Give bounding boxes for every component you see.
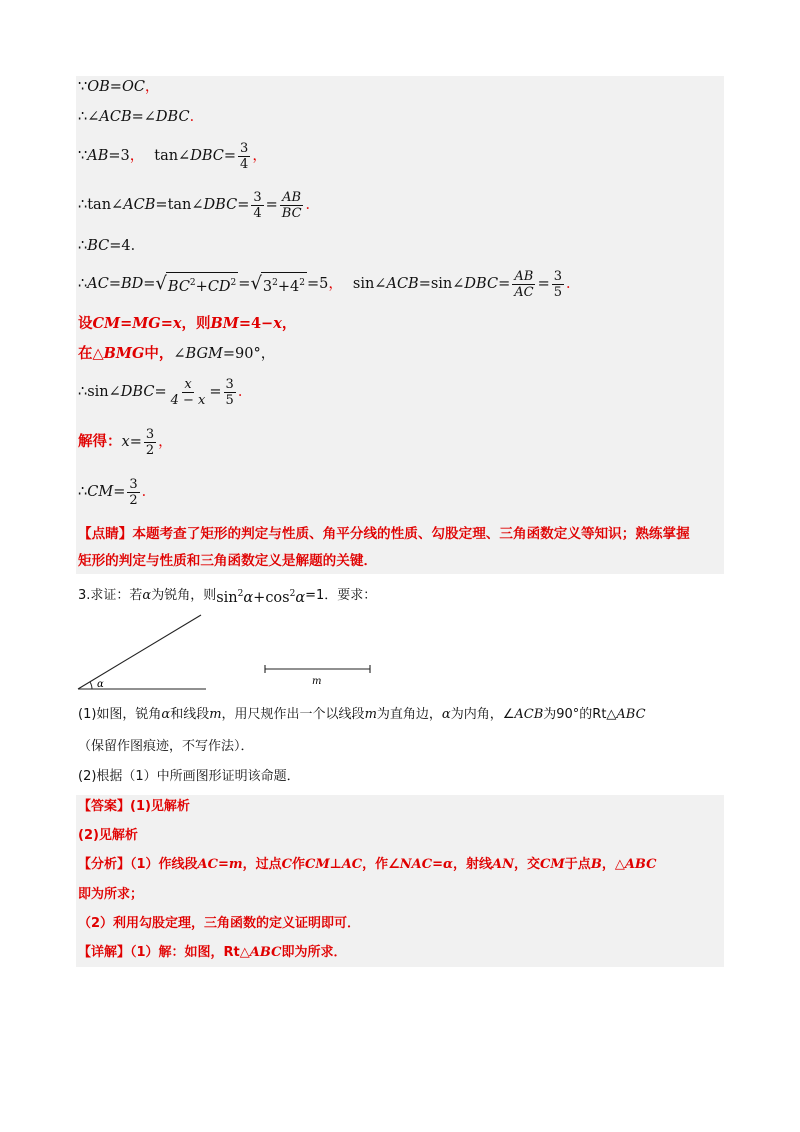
angle-label-alpha: α bbox=[97, 679, 104, 690]
detail-1: 【详解】（1）解：如图，Rt△ ABC 即为所求． bbox=[78, 945, 347, 960]
comment-paragraph-2: 矩形的判定与性质和三角函数定义是解题的关键． bbox=[78, 553, 378, 569]
line-triangle-bmg: 在△ BMG 中， ∠ BGM =90°， bbox=[78, 345, 276, 362]
fraction: $\frac{AB}{BC}$ bbox=[281, 189, 302, 221]
line-bc-4: ∴ BC =4． bbox=[78, 238, 146, 254]
answer-2: (2)见解析 bbox=[78, 828, 138, 843]
segment-label-m: m bbox=[312, 676, 322, 687]
line-set-cm: 设 CM = MG = x ，则 BM =4− x ， bbox=[78, 315, 297, 332]
line-cm-result: ∴ CM = $\frac{3}{2}$ ． bbox=[78, 476, 157, 508]
fraction: $\frac{3}{5}$ bbox=[225, 376, 234, 408]
question-2: (2)根据（1）中所画图形证明该命题． bbox=[78, 769, 300, 784]
fraction: $\frac{3}{4}$ bbox=[240, 140, 249, 172]
fraction: $\frac{3}{2}$ bbox=[129, 476, 138, 508]
sqrt-expression: √ $3^2+4^2$ bbox=[250, 272, 306, 295]
line-tan-equal: ∴tan∠ ACB =tan∠ DBC = $\frac{3}{4}$ = $\frac{AB}{BC}$ ． bbox=[78, 189, 321, 221]
analysis-1: 【分析】（1）作线段 AC = m ，过点 C 作 CM ⊥ AC ，作∠ NAC = α ，射线 AN ，交 CM 于点 B ，△ ABC bbox=[78, 857, 657, 872]
line-ob-oc: ∵ OB = OC ， bbox=[78, 79, 160, 95]
comment-paragraph-1: 【点睛】本题考查了矩形的判定与性质、角平分线的性质、勾股定理、三角函数定义等知识；熟练掌握 bbox=[78, 526, 690, 542]
answer-1: 【答案】(1)见解析 bbox=[78, 799, 190, 814]
problem-figure bbox=[70, 610, 390, 695]
problem-statement: 3.求证：若 α 为锐角，则 $\sin^2\alpha+\cos^2\alpha$ =1．要求： bbox=[78, 587, 377, 606]
angle-arc bbox=[90, 682, 92, 689]
fraction: $\frac{3}{4}$ bbox=[253, 189, 262, 221]
line-solve-x: 解得： x = $\frac{3}{2}$ ， bbox=[78, 426, 173, 458]
line-ac-bd-sin: ∴ AC = BD = √ $BC^2+CD^2$ = √ $3^2+4^2$ =5 ， sin∠ ACB =sin∠ DBC = $\frac{AB}{AC}$ = $\frac{3}{5}$ ． bbox=[78, 268, 581, 300]
fraction: $\frac{AB}{AC}$ bbox=[514, 268, 534, 300]
analysis-3: （2）利用勾股定理，三角函数的定义证明即可． bbox=[78, 916, 361, 931]
sqrt-expression: √ $BC^2+CD^2$ bbox=[155, 272, 237, 295]
solution-shade-bottom bbox=[76, 795, 724, 967]
question-1: (1)如图，锐角 α 和线段 m ，用尺规作出一个以线段 m 为直角边， α 为内角， ∠ ACB 为90°的Rt△ ABC bbox=[78, 707, 646, 722]
fraction: $\frac{3}{2}$ bbox=[145, 426, 155, 458]
line-sin-dbc: ∴sin∠ DBC = $\frac{x}{4 - x}$ = $\frac{3}{5}$ ． bbox=[78, 376, 253, 408]
angle-ray-top bbox=[78, 615, 201, 689]
fraction: $\frac{3}{5}$ bbox=[553, 268, 563, 300]
line-angle-equal: ∴∠ ACB =∠ DBC ． bbox=[78, 109, 205, 125]
analysis-2: 即为所求； bbox=[78, 887, 144, 902]
line-ab-tan: ∵ AB =3 ， tan∠ DBC = $\frac{3}{4}$ ， bbox=[78, 140, 267, 172]
fraction: $\frac{x}{4 - x}$ bbox=[170, 376, 206, 408]
question-1-note: （保留作图痕迹，不写作法）． bbox=[78, 739, 254, 754]
